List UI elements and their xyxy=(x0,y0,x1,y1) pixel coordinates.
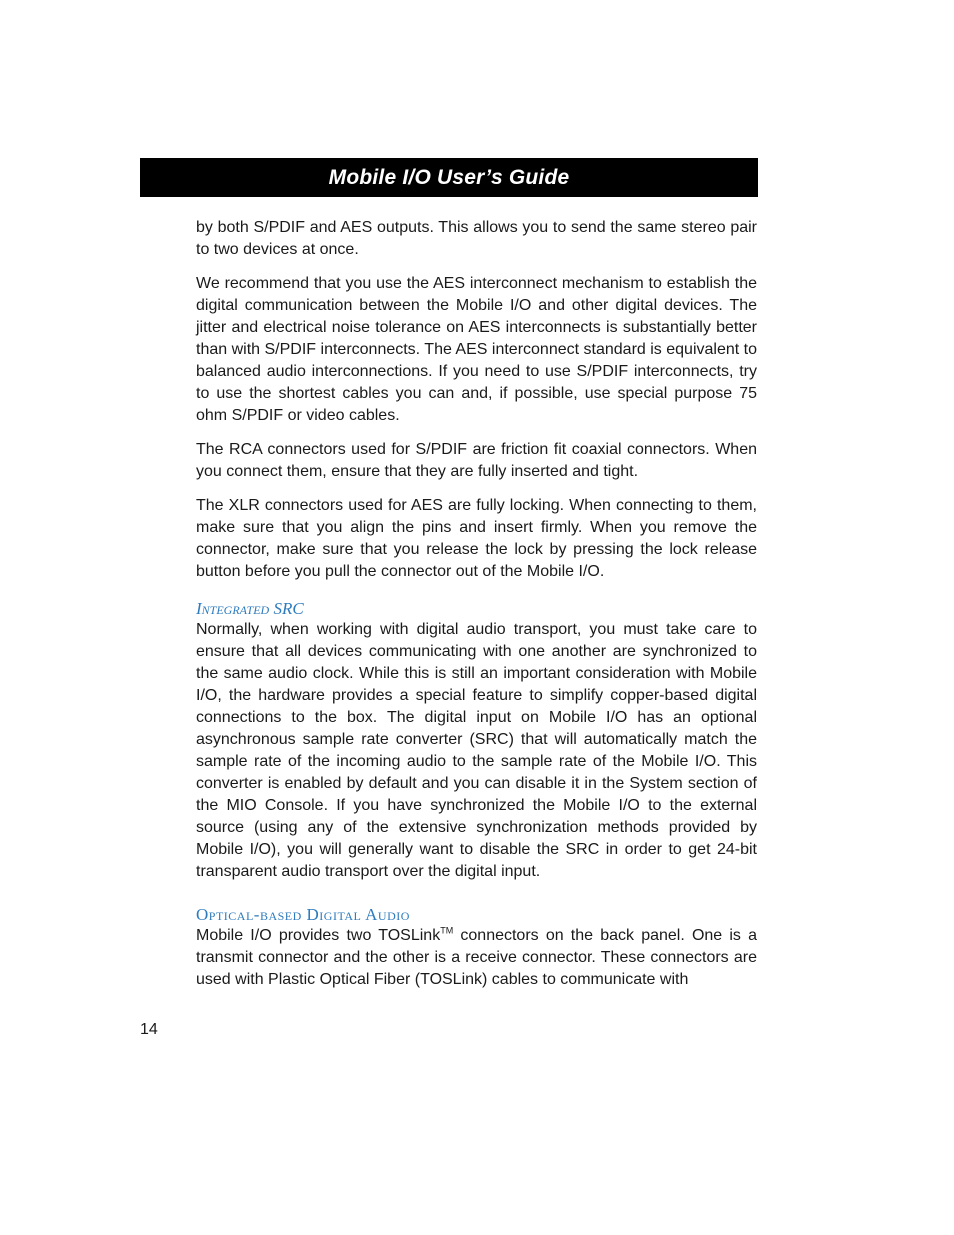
paragraph-optical-audio xyxy=(196,925,757,991)
paragraph-rca-connectors: The RCA connectors used for S/PDIF are friction fit coaxial connectors. When you connect them, ensure that they are fully inserted and tight. xyxy=(196,441,757,480)
paragraph-outputs: by both S/PDIF and AES outputs. This allows you to send the same stereo pair to two devices at once. xyxy=(196,219,757,258)
optical-text-end: connectors on the back panel. One is a transmit connector and the other is a receive connector. These connectors are used with Plastic Optical Fiber (TOSLink) cables to communicate with xyxy=(196,927,758,988)
section-heading-optical-audio: Optical-based Digital Audio xyxy=(196,905,410,924)
page-title: Mobile I/O User’s Guide xyxy=(328,165,570,189)
paragraph-aes-recommendation: We recommend that you use the AES interconnect mechanism to establish the digital communication between the Mobile I/O and other digital devices. The jitter and electrical noise tolerance on AES interconnects is substantially better than with S/PDIF interconnects. The AES interconnect standard is equivalent to balanced audio interconnections. If you need to use S/​PDIF interconnects, try to use the shortest cables you can and, if possible, use special purpose 75 ohm S/PDIF or video cables. xyxy=(196,275,757,424)
section-heading-integrated-src: Integrated SRC xyxy=(196,599,304,618)
paragraph-integrated-src: Normally, when working with digital audio transport, you must take care to ensure that all devices communicating with one another are synchronized to the same audio clock. While this is still an important consideration with Mobile I/O, the hardware provides a special feature to simplify copper-based digital connections to the box. The digital input on Mobile I/O has an optional asynchronous sample rate converter (SRC) that will automatically match the sample rate of the incoming audio to the sample rate of the Mobile I/O. This converter is enabled by default and you can disable it in the System section of the MIO Console. If you have synchronized the Mobile I/​O to the external source (using any of the extensive synchronization methods provided by Mobile I/O), you will generally want to disable the SRC in order to get 24-bit transparent audio transport over the digital input. xyxy=(196,621,757,880)
paragraph-xlr-connectors: The XLR connectors used for AES are fully locking. When connecting to them, make sure that you align the pins and insert firmly. When you remove the connector, make sure that you release the lock by pressing the lock release button before you pull the connector out of the Mobile I/O. xyxy=(196,497,757,580)
page-number: 14 xyxy=(140,1021,158,1038)
trademark-symbol: TM xyxy=(440,925,454,936)
optical-text-start: Mobile I/O provides two TOSLink xyxy=(196,927,441,944)
page-header-bar xyxy=(140,158,758,197)
page-content xyxy=(196,217,757,991)
